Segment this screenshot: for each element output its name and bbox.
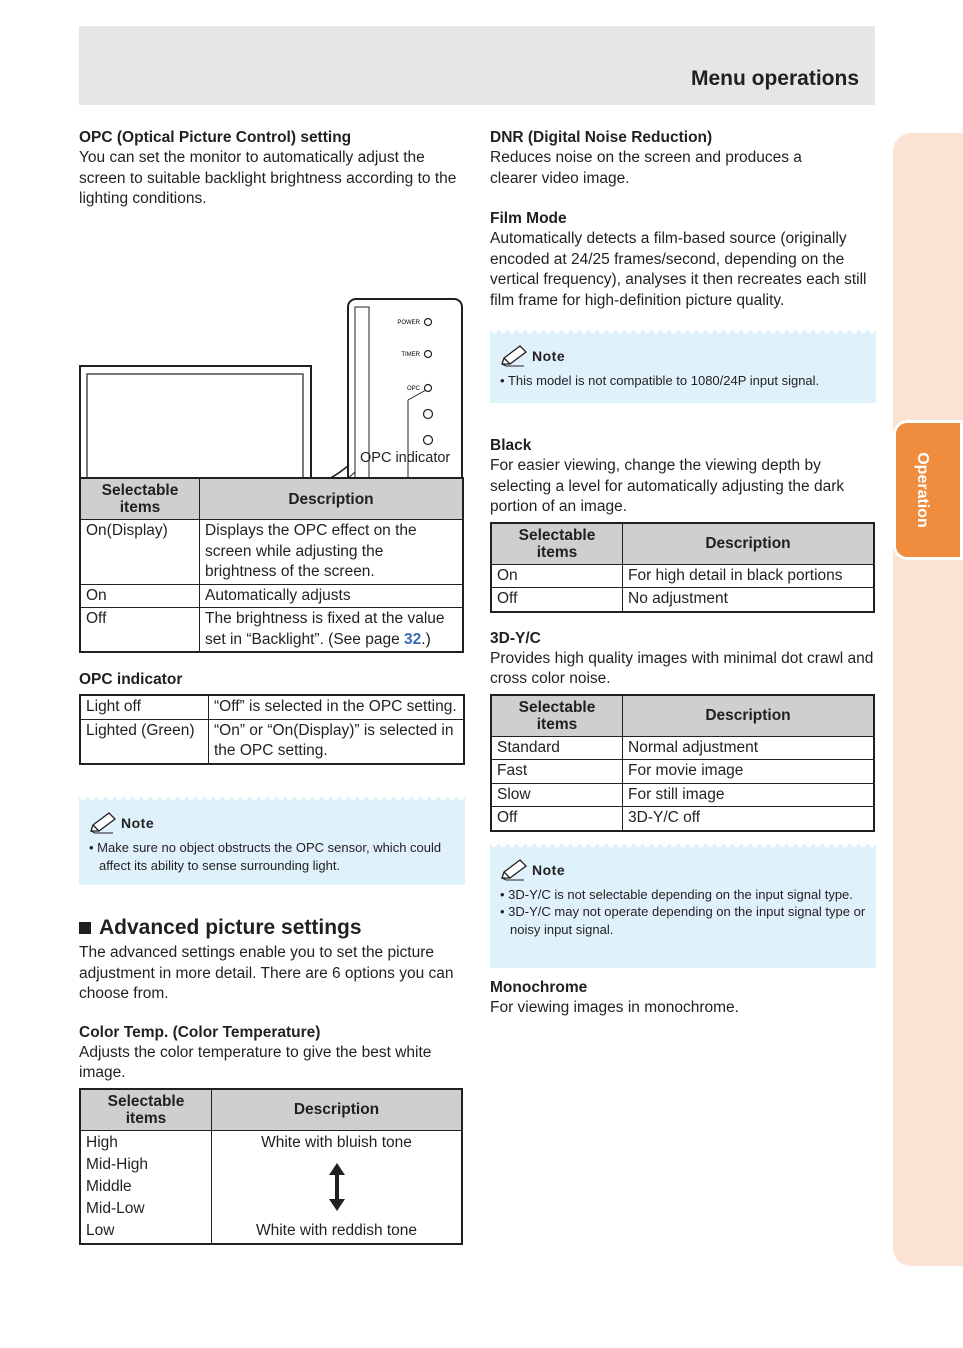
table-cell-desc: Normal adjustment [623,736,875,760]
film-mode-heading: Film Mode [490,210,567,227]
pencil-icon [500,344,530,368]
list-item: Low [86,1221,115,1239]
table-cell-item: Slow [491,783,623,807]
note-list [89,839,455,874]
table-header-items: Selectable items [80,1089,212,1131]
side-tab-strip [893,133,963,1266]
panel-label-opc: OPC [406,385,420,392]
table-header-description: Description [623,695,875,737]
table-cell-item: On [491,564,623,588]
panel-label-power: POWER [397,319,420,326]
table-cell-desc [200,608,464,653]
table-cell-item: Off [80,608,200,653]
opc-body: You can set the monitor to automatically adjust the screen to suitable backlight brightness according to the lighting conditions. [79,149,457,207]
opc-figure [79,210,465,468]
color-temp-body: Adjusts the color temperature to give the best white image. [79,1043,432,1081]
table-cell-desc: No adjustment [623,588,875,612]
note-list [500,372,866,390]
table-row [80,695,464,719]
desc-bottom: White with reddish tone [255,1221,418,1239]
desc-text-end: .) [421,630,431,648]
table-cell-desc: For high detail in black portions [623,564,875,588]
note-title: Note [532,861,566,878]
note-header [500,344,866,368]
monochrome-body: For viewing images in monochrome. [490,998,739,1016]
note-title: Note [121,815,155,831]
section-title-text: Advanced picture settings [99,916,362,939]
pencil-icon [500,858,530,882]
table-row [80,520,463,585]
header-band [79,26,875,105]
page-link[interactable]: 32 [404,630,422,648]
table-cell-item: On [80,584,200,608]
table-header-description: Description [623,523,875,565]
panel-label-timer: TIMER [401,351,420,358]
yc3d-heading: 3D-Y/C [490,629,541,647]
opc-table [79,477,464,653]
table-cell-desc: “On” or “On(Display)” is selected in the OPC setting. [209,719,465,764]
list-item: Mid-Low [86,1199,145,1217]
film-mode-body: Automatically detects a film-based source (originally encoded at 24/25 frames/second, depending on the vertical frequency), analyses it then recreates each still film frame for high-definition picture quality. [490,230,867,309]
note-header [89,811,455,835]
table-cell-item: On(Display) [80,520,200,585]
black-body: For easier viewing, change the viewing depth by selecting a level for automatically adjusting the dark portion of an image. [490,457,845,515]
color-temp-heading: Color Temp. (Color Temperature) [79,1023,321,1041]
dnr-heading: DNR (Digital Noise Reduction) [490,129,713,146]
section-title [79,915,465,941]
advanced-body: The advanced settings enable you to set the picture adjustment in more detail. There are 6 options you can choose from. [79,944,454,1002]
note-box [490,844,876,968]
list-item: Mid-High [86,1155,149,1173]
table-row [80,584,463,608]
table-cell-desc: Automatically adjusts [200,584,464,608]
table-header-description: Description [212,1089,463,1131]
list-item: High [86,1133,118,1151]
monitor-illustration [79,210,465,468]
opc-heading: OPC (Optical Picture Control) setting [79,129,352,146]
dnr-body: Reduces noise on the screen and produces a clearer video image. [490,149,802,187]
table-cell-item: Light off [80,695,209,719]
page-title: Menu operations [690,67,859,90]
table-row [491,807,874,831]
black-table [490,522,875,613]
note-box [79,797,465,885]
yc3d-table [490,694,875,832]
opc-indicator-heading: OPC indicator [79,671,183,688]
black-heading: Black [490,437,532,454]
note-item: • This model is not compatible to 1080/24P input signal. [500,372,866,390]
table-cell-desc: “Off” is selected in the OPC setting. [209,695,465,719]
table-cell-desc: 3D-Y/C off [623,807,875,831]
note-item: • 3D-Y/C is not selectable depending on the input signal type. [500,886,866,904]
table-cell-item: Fast [491,760,623,784]
table-cell-item: Off [491,588,623,612]
desc-top: White with bluish tone [261,1133,412,1151]
color-temp-table [79,1088,463,1245]
table-row [491,783,874,807]
table-cell-desc: Displays the OPC effect on the screen while adjusting the brightness of the screen. [200,520,464,585]
table-header-items: Selectable items [491,523,623,565]
side-tab-label: Operation [914,452,931,528]
left-column [79,128,465,1239]
table-cell-item: Off [491,807,623,831]
opc-indicator-section [79,670,465,765]
table-cell-desc [212,1130,463,1244]
list-item: Middle [86,1177,132,1195]
note-item: • Make sure no object obstructs the OPC sensor, which could affect its ability to sense surrounding light. [89,839,455,874]
opc-indicator-callout: OPC indicator [360,449,451,466]
table-cell-items [80,1130,212,1244]
opc-indicator-table [79,694,465,765]
table-cell-desc: For still image [623,783,875,807]
note-box [490,330,876,403]
note-list [500,886,866,939]
table-cell-item: Lighted (Green) [80,719,209,764]
table-row [491,736,874,760]
desc-text: The brightness is fixed at the value set in “Backlight”. (See page [205,610,445,648]
advanced-section [79,915,465,1245]
table-row [80,608,463,653]
table-row [491,588,874,612]
square-bullet-icon [79,922,91,934]
table-header-description: Description [200,478,464,520]
table-header-items: Selectable items [491,695,623,737]
table-header-items: Selectable items [80,478,200,520]
note-header [500,858,866,882]
table-row [491,564,874,588]
double-arrow-icon [328,1163,346,1211]
pencil-icon [89,811,119,835]
note-item: • 3D-Y/C may not operate depending on the input signal type or noisy input signal. [500,903,866,938]
table-row [491,760,874,784]
table-cell-item: Standard [491,736,623,760]
table-cell-desc: For movie image [623,760,875,784]
note-title: Note [532,348,566,364]
table-row [80,1130,462,1244]
monochrome-heading: Monochrome [490,978,588,996]
yc3d-body: Provides high quality images with minimal dot crawl and cross color noise. [490,649,874,687]
table-row [80,719,464,764]
right-column [490,128,876,1018]
